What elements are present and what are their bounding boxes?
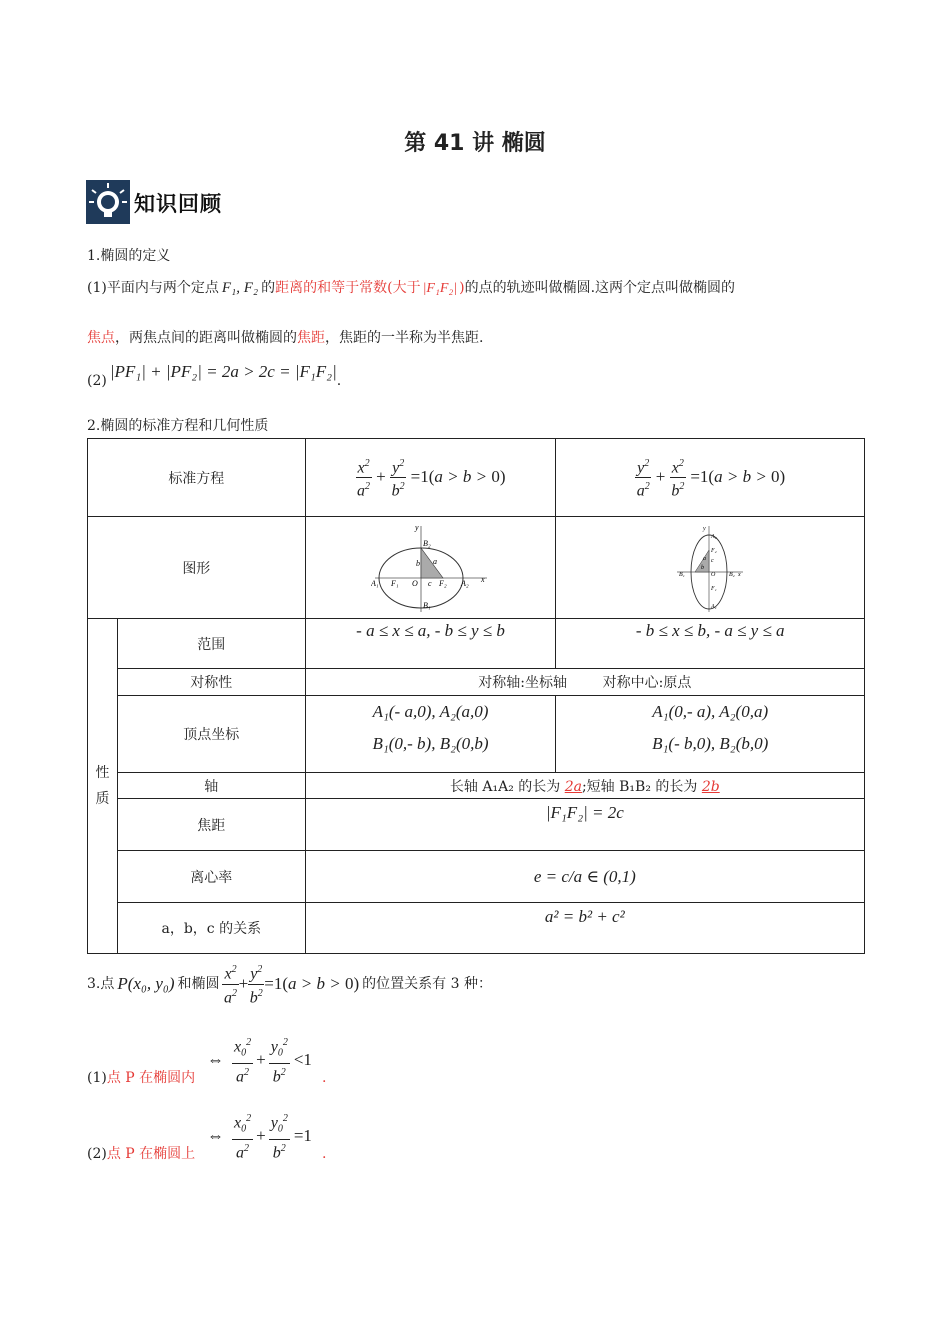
svg-text:B₂: B₂ (422, 538, 431, 548)
svg-text:x: x (480, 574, 485, 584)
case2: (2)点 P 在椭圆上 ⇔ $\frac{x_0^2}{a^2}$ + $\frac{y_0^2}{b^2}$ =1 . (87, 1110, 195, 1162)
sym-value: 对称轴:坐标轴 对称中心:原点 (305, 669, 864, 696)
vertex-horizontal: A₁(- a,0), A₂(a,0) B₁(0,- b), B₂(0,b) (305, 696, 556, 773)
prop-label: 性质 (88, 619, 118, 954)
definition-line1: (1)平面内与两个定点 F₁, F₂ 的距离的和等于常数(大于 |F₁F₂| )的点的轨迹叫做椭圆.这两个定点叫做椭圆的 (87, 280, 736, 296)
svg-text:b: b (415, 558, 420, 568)
svg-text:y: y (703, 525, 706, 532)
table-row (88, 696, 865, 773)
table-row (88, 773, 865, 799)
lightbulb-icon (86, 180, 130, 224)
axis-value: 长轴 A₁A₂ 的长为 2a;短轴 B₁B₂ 的长为 2b (305, 773, 864, 799)
svg-text:O: O (711, 571, 716, 578)
svg-text:a: a (703, 555, 707, 562)
axis-label: 轴 (117, 773, 305, 799)
banner-label: 知识回顾 (134, 192, 222, 216)
svg-text:c: c (711, 557, 714, 564)
ecc-value: e = c/a ∈ (0,1) (305, 851, 864, 903)
figure-horizontal-ellipse (305, 517, 556, 619)
sym-label: 对称性 (117, 669, 305, 696)
section3-heading: 3.点 P(x₀, y₀) 和椭圆 $\frac{x^2}{a^2}$ + $\frac{y^2}{b^2}$ =1(a > b > 0) 的位置关系有 3 种： (87, 962, 492, 1006)
figure-vertical-ellipse (556, 517, 865, 619)
foci-symbols: F₁, F₂ (221, 280, 259, 296)
page-title: 第 41 讲 椭圆 (404, 131, 546, 156)
vertex-label: 顶点坐标 (117, 696, 305, 773)
case1: (1)点 P 在椭圆内 ⇔ $\frac{x_0^2}{a^2}$ + $\frac{y_0^2}{b^2}$ <1 . (87, 1034, 195, 1086)
section2-heading: 2.椭圆的标准方程和几何性质 (87, 418, 269, 434)
svg-text:c: c (427, 578, 432, 588)
table-row (88, 517, 865, 619)
range-vertical: - b ≤ x ≤ b, - a ≤ y ≤ a (556, 619, 865, 669)
svg-text:b: b (701, 564, 705, 571)
table-row (88, 851, 865, 903)
eq-horizontal: $\frac{x^2}{a^2}$ + $\frac{y^2}{b^2}$ =1(a > b > 0) (305, 439, 556, 517)
rel-label: a，b，c 的关系 (117, 903, 305, 954)
ellipse-properties-table (87, 438, 865, 954)
vertex-vertical: A₁(0,- a), A₂(0,a) B₁(- b,0), B₂(b,0) (556, 696, 865, 773)
rel-value: a² = b² + c² (305, 903, 864, 954)
svg-text:x: x (738, 571, 741, 578)
svg-text:A₁: A₁ (711, 603, 717, 610)
svg-text:O: O (411, 578, 418, 588)
svg-text:F₁: F₁ (711, 585, 717, 592)
section1-heading: 1.椭圆的定义 (87, 248, 171, 264)
svg-text:B₁: B₁ (422, 600, 431, 610)
svg-text:A₁: A₁ (370, 578, 379, 588)
knowledge-banner (86, 180, 246, 224)
table-row (88, 903, 865, 954)
svg-text:F₁: F₁ (390, 578, 399, 588)
ellipse-equation: $\frac{x^2}{a^2}$ + $\frac{y^2}{b^2}$ =1(a > b > 0) (222, 961, 359, 1007)
svg-text:y: y (414, 522, 419, 532)
case1-formula: ⇔ $\frac{x_0^2}{a^2}$ + $\frac{y_0^2}{b^2}$ <1 (207, 1034, 312, 1086)
table-row (88, 669, 865, 696)
ecc-label: 离心率 (117, 851, 305, 903)
svg-text:F₂: F₂ (711, 547, 717, 554)
range-label: 范围 (117, 619, 305, 669)
svg-text:A₂: A₂ (460, 578, 469, 588)
table-row (88, 439, 865, 517)
svg-text:B₂: B₂ (729, 571, 735, 578)
case2-formula: ⇔ $\frac{x_0^2}{a^2}$ + $\frac{y_0^2}{b^2}$ =1 (207, 1110, 312, 1162)
svg-text:a: a (432, 556, 437, 566)
focal-value: |F₁F₂| = 2c (305, 799, 864, 851)
table-row (88, 619, 865, 669)
definition-formula: (2) |PF₁| + |PF₂| = 2a > 2c = |F₁F₂|. (87, 362, 342, 389)
definition-line2: 焦点，两焦点间的距离叫做椭圆的焦距，焦距的一半称为半焦距. (87, 330, 484, 346)
svg-text:A₂: A₂ (711, 533, 717, 540)
eq-vertical: $\frac{y^2}{a^2}$ + $\frac{x^2}{b^2}$ =1(a > b > 0) (556, 439, 865, 517)
table-row (88, 799, 865, 851)
svg-text:B₁: B₁ (679, 571, 685, 578)
focal-label: 焦距 (117, 799, 305, 851)
range-horizontal: - a ≤ x ≤ a, - b ≤ y ≤ b (305, 619, 556, 669)
eq-label: 标准方程 (88, 439, 306, 517)
fig-label: 图形 (88, 517, 306, 619)
svg-text:F₂: F₂ (438, 578, 447, 588)
